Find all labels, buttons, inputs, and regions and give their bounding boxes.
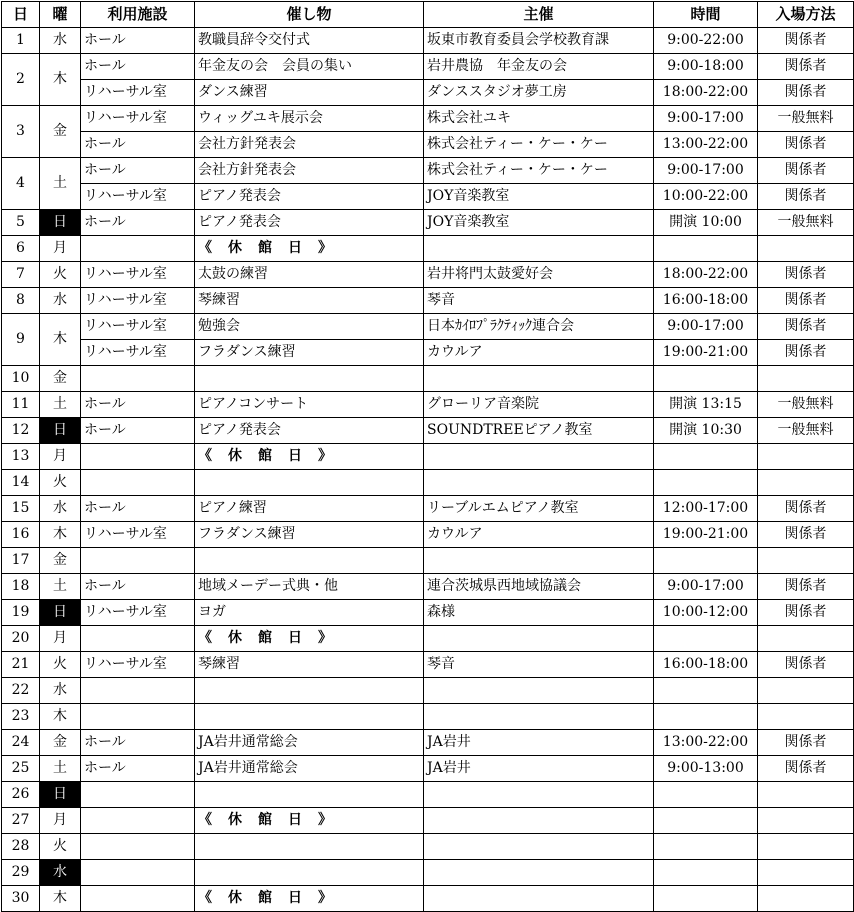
facility-cell: ホール [81,28,195,54]
entry-cell [758,782,854,808]
organizer-cell [424,470,654,496]
day-number: 6 [2,236,40,262]
entry-cell: 関係者 [758,54,854,80]
day-number: 18 [2,574,40,600]
facility-cell: ホール [81,418,195,444]
entry-cell [758,470,854,496]
entry-cell: 関係者 [758,80,854,106]
facility-cell: リハーサル室 [81,522,195,548]
table-row [2,288,854,314]
weekday: 火 [40,834,81,860]
event-cell [195,782,424,808]
time-cell [654,444,758,470]
day-number: 8 [2,288,40,314]
organizer-cell: カウルア [424,340,654,366]
entry-cell [758,808,854,834]
weekday: 日 [40,600,81,626]
facility-cell [81,366,195,392]
closed-day-label: 《 休 館 日 》 [195,236,424,262]
table-row [2,808,854,834]
table-row [2,522,854,548]
table-row [2,340,854,366]
organizer-cell: 森様 [424,600,654,626]
time-cell: 開演 10:00 [654,210,758,236]
facility-cell [81,808,195,834]
facility-cell: リハーサル室 [81,600,195,626]
table-row [2,28,854,54]
time-cell: 9:00-17:00 [654,314,758,340]
time-cell [654,886,758,912]
table-row [2,158,854,184]
time-cell: 18:00-22:00 [654,80,758,106]
organizer-cell: 連合茨城県西地域協議会 [424,574,654,600]
header-row [2,2,854,28]
entry-cell: 一般無料 [758,210,854,236]
table-row [2,418,854,444]
entry-cell: 関係者 [758,574,854,600]
facility-cell [81,860,195,886]
organizer-cell: グローリア音楽院 [424,392,654,418]
entry-cell: 関係者 [758,340,854,366]
organizer-cell [424,678,654,704]
day-number: 19 [2,600,40,626]
day-number: 7 [2,262,40,288]
weekday: 木 [40,54,81,106]
day-number: 27 [2,808,40,834]
event-cell: 会社方針発表会 [195,132,424,158]
time-cell: 開演 10:30 [654,418,758,444]
organizer-cell: JOY音楽教室 [424,210,654,236]
time-cell [654,548,758,574]
organizer-cell [424,782,654,808]
event-cell [195,366,424,392]
day-number: 25 [2,756,40,782]
closed-day-label: 《 休 館 日 》 [195,808,424,834]
event-cell: ダンス練習 [195,80,424,106]
entry-cell [758,626,854,652]
facility-cell: リハーサル室 [81,106,195,132]
entry-cell [758,704,854,730]
weekday: 月 [40,444,81,470]
event-cell [195,834,424,860]
table-row [2,184,854,210]
organizer-cell: 琴音 [424,652,654,678]
time-cell: 19:00-21:00 [654,522,758,548]
entry-cell: 関係者 [758,730,854,756]
header-facility: 利用施設 [81,2,195,28]
event-cell [195,704,424,730]
organizer-cell [424,236,654,262]
organizer-cell [424,834,654,860]
day-number: 14 [2,470,40,496]
entry-cell [758,366,854,392]
event-cell: フラダンス練習 [195,340,424,366]
table-row [2,574,854,600]
entry-cell: 関係者 [758,28,854,54]
event-cell: 地域メーデー式典・他 [195,574,424,600]
entry-cell [758,860,854,886]
table-row [2,106,854,132]
day-number: 4 [2,158,40,210]
table-row [2,236,854,262]
organizer-cell: 坂東市教育委員会学校教育課 [424,28,654,54]
table-row [2,886,854,912]
facility-cell: リハーサル室 [81,340,195,366]
day-number: 16 [2,522,40,548]
day-number: 29 [2,860,40,886]
weekday: 金 [40,548,81,574]
day-number: 1 [2,28,40,54]
time-cell: 9:00-22:00 [654,28,758,54]
organizer-cell [424,886,654,912]
weekday: 金 [40,730,81,756]
day-number: 20 [2,626,40,652]
weekday: 日 [40,210,81,236]
time-cell: 9:00-17:00 [654,574,758,600]
weekday: 金 [40,366,81,392]
time-cell: 開演 13:15 [654,392,758,418]
time-cell [654,626,758,652]
organizer-cell [424,860,654,886]
day-number: 28 [2,834,40,860]
table-row [2,652,854,678]
table-row [2,496,854,522]
header-entry: 入場方法 [758,2,854,28]
closed-day-label: 《 休 館 日 》 [195,444,424,470]
day-number: 15 [2,496,40,522]
closed-day-label: 《 休 館 日 》 [195,886,424,912]
entry-cell: 関係者 [758,158,854,184]
organizer-cell [424,808,654,834]
table-row [2,548,854,574]
time-cell: 18:00-22:00 [654,262,758,288]
entry-cell [758,886,854,912]
day-number: 12 [2,418,40,444]
facility-cell: リハーサル室 [81,184,195,210]
organizer-cell [424,626,654,652]
organizer-cell: 株式会社ユキ [424,106,654,132]
weekday: 日 [40,418,81,444]
facility-cell [81,704,195,730]
facility-cell [81,470,195,496]
table-row [2,756,854,782]
facility-cell [81,782,195,808]
table-row [2,132,854,158]
facility-cell [81,548,195,574]
header-time: 時間 [654,2,758,28]
event-cell: 年金友の会 会員の集い [195,54,424,80]
weekday: 水 [40,678,81,704]
day-number: 5 [2,210,40,236]
weekday: 水 [40,288,81,314]
event-cell: 教職員辞令交付式 [195,28,424,54]
organizer-cell: JOY音楽教室 [424,184,654,210]
facility-cell: リハーサル室 [81,80,195,106]
weekday: 月 [40,626,81,652]
organizer-cell: 株式会社ティー・ケー・ケー [424,132,654,158]
weekday: 木 [40,704,81,730]
event-cell [195,548,424,574]
day-number: 17 [2,548,40,574]
organizer-cell: 日本ｶｲﾛﾌﾟﾗｸﾃｨｯｸ連合会 [424,314,654,340]
entry-cell: 関係者 [758,652,854,678]
time-cell: 16:00-18:00 [654,288,758,314]
event-cell: ピアノ発表会 [195,210,424,236]
facility-cell [81,678,195,704]
facility-cell [81,834,195,860]
facility-cell: リハーサル室 [81,262,195,288]
event-cell: ヨガ [195,600,424,626]
organizer-cell [424,444,654,470]
time-cell [654,834,758,860]
weekday: 水 [40,28,81,54]
day-number: 22 [2,678,40,704]
time-cell [654,704,758,730]
facility-cell: ホール [81,392,195,418]
entry-cell: 関係者 [758,262,854,288]
weekday: 火 [40,262,81,288]
entry-cell: 関係者 [758,132,854,158]
event-cell: ピアノ発表会 [195,184,424,210]
event-cell [195,678,424,704]
facility-cell: リハーサル室 [81,314,195,340]
entry-cell: 関係者 [758,522,854,548]
entry-cell: 関係者 [758,496,854,522]
organizer-cell: 株式会社ティー・ケー・ケー [424,158,654,184]
event-cell: ピアノ練習 [195,496,424,522]
weekday: 木 [40,522,81,548]
day-number: 23 [2,704,40,730]
facility-cell: ホール [81,210,195,236]
time-cell [654,782,758,808]
table-row [2,210,854,236]
time-cell [654,808,758,834]
facility-cell: ホール [81,730,195,756]
facility-cell [81,626,195,652]
facility-cell: ホール [81,132,195,158]
event-cell: 会社方針発表会 [195,158,424,184]
organizer-cell: 岩井農協 年金友の会 [424,54,654,80]
event-cell: JA岩井通常総会 [195,730,424,756]
day-number: 10 [2,366,40,392]
event-cell: 琴練習 [195,288,424,314]
entry-cell: 関係者 [758,600,854,626]
closed-day-label: 《 休 館 日 》 [195,626,424,652]
event-cell: 太鼓の練習 [195,262,424,288]
entry-cell: 関係者 [758,184,854,210]
entry-cell: 関係者 [758,756,854,782]
table-row [2,860,854,886]
table-row [2,366,854,392]
table-row [2,80,854,106]
organizer-cell: 岩井将門太鼓愛好会 [424,262,654,288]
header-weekday: 曜 [40,2,81,28]
event-cell: 琴練習 [195,652,424,678]
weekday: 土 [40,158,81,210]
header-event: 催し物 [195,2,424,28]
event-cell: 勉強会 [195,314,424,340]
weekday: 月 [40,808,81,834]
event-cell: JA岩井通常総会 [195,756,424,782]
organizer-cell: ダンススタジオ夢工房 [424,80,654,106]
time-cell [654,860,758,886]
facility-cell: ホール [81,158,195,184]
day-number: 21 [2,652,40,678]
facility-cell: ホール [81,496,195,522]
table-row [2,782,854,808]
weekday: 土 [40,756,81,782]
time-cell: 12:00-17:00 [654,496,758,522]
event-cell [195,470,424,496]
organizer-cell: SOUNDTREEピアノ教室 [424,418,654,444]
time-cell: 9:00-13:00 [654,756,758,782]
facility-cell: ホール [81,756,195,782]
time-cell [654,470,758,496]
header-day: 日 [2,2,40,28]
time-cell: 9:00-17:00 [654,158,758,184]
entry-cell: 一般無料 [758,392,854,418]
table-row [2,626,854,652]
weekday: 水 [40,496,81,522]
time-cell: 13:00-22:00 [654,132,758,158]
facility-cell: リハーサル室 [81,652,195,678]
weekday: 日 [40,782,81,808]
event-cell: ピアノ発表会 [195,418,424,444]
organizer-cell: カウルア [424,522,654,548]
entry-cell: 一般無料 [758,106,854,132]
table-row [2,470,854,496]
table-row [2,730,854,756]
entry-cell [758,548,854,574]
organizer-cell: 琴音 [424,288,654,314]
day-number: 2 [2,54,40,106]
entry-cell: 関係者 [758,288,854,314]
table-row [2,834,854,860]
weekday: 土 [40,392,81,418]
day-number: 9 [2,314,40,366]
table-row [2,262,854,288]
weekday: 木 [40,314,81,366]
time-cell: 13:00-22:00 [654,730,758,756]
facility-cell [81,236,195,262]
facility-cell: ホール [81,574,195,600]
day-number: 13 [2,444,40,470]
entry-cell [758,444,854,470]
schedule-body [2,28,854,912]
weekday: 火 [40,470,81,496]
time-cell: 16:00-18:00 [654,652,758,678]
entry-cell: 関係者 [758,314,854,340]
table-row [2,314,854,340]
facility-cell [81,444,195,470]
organizer-cell [424,366,654,392]
weekday: 木 [40,886,81,912]
organizer-cell [424,548,654,574]
event-cell [195,860,424,886]
time-cell [654,678,758,704]
time-cell: 9:00-18:00 [654,54,758,80]
organizer-cell: リーブルエムピアノ教室 [424,496,654,522]
event-cell: ピアノコンサート [195,392,424,418]
entry-cell [758,236,854,262]
organizer-cell: JA岩井 [424,756,654,782]
facility-cell [81,886,195,912]
header-organizer: 主催 [424,2,654,28]
organizer-cell [424,704,654,730]
time-cell: 19:00-21:00 [654,340,758,366]
time-cell: 9:00-17:00 [654,106,758,132]
table-row [2,392,854,418]
day-number: 26 [2,782,40,808]
table-row [2,704,854,730]
organizer-cell: JA岩井 [424,730,654,756]
table-row [2,678,854,704]
day-number: 24 [2,730,40,756]
weekday: 火 [40,652,81,678]
entry-cell: 一般無料 [758,418,854,444]
facility-cell: ホール [81,54,195,80]
day-number: 11 [2,392,40,418]
weekday: 土 [40,574,81,600]
weekday: 水 [40,860,81,886]
event-cell: フラダンス練習 [195,522,424,548]
weekday: 月 [40,236,81,262]
table-row [2,444,854,470]
table-row [2,600,854,626]
facility-cell: リハーサル室 [81,288,195,314]
time-cell: 10:00-22:00 [654,184,758,210]
day-number: 30 [2,886,40,912]
time-cell [654,236,758,262]
entry-cell [758,678,854,704]
weekday: 金 [40,106,81,158]
day-number: 3 [2,106,40,158]
event-cell: ウィッグユキ展示会 [195,106,424,132]
time-cell [654,366,758,392]
entry-cell [758,834,854,860]
time-cell: 10:00-12:00 [654,600,758,626]
event-schedule-table [1,1,854,912]
table-row [2,54,854,80]
